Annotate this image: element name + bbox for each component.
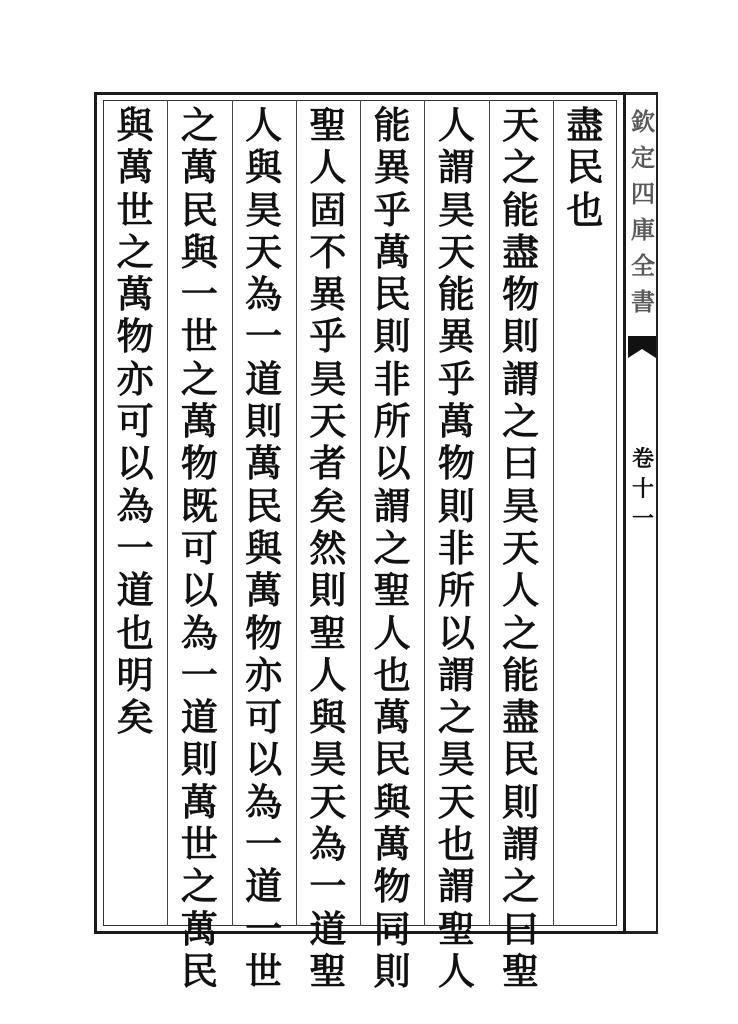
glyph: 物 <box>502 272 540 317</box>
glyph: 可 <box>116 399 154 444</box>
glyph: 以 <box>437 610 475 655</box>
glyph: 萬 <box>180 399 218 444</box>
glyph: 異 <box>309 272 347 317</box>
glyph: 與 <box>373 779 411 824</box>
glyph: 天 <box>502 525 540 570</box>
glyph: 謂 <box>437 864 475 909</box>
glyph: 世 <box>245 948 283 993</box>
glyph: 一 <box>245 906 283 951</box>
glyph: 昊 <box>502 483 540 528</box>
glyph: 乎 <box>437 356 475 401</box>
glyph: 之 <box>180 356 218 401</box>
glyph: 萬 <box>373 229 411 274</box>
glyph: 之 <box>502 864 540 909</box>
glyph: 所 <box>373 399 411 444</box>
glyph: 天 <box>437 229 475 274</box>
text-column-3 <box>427 103 485 993</box>
glyph: 可 <box>245 695 283 740</box>
glyph: 與 <box>116 103 154 147</box>
glyph: 能 <box>502 187 540 232</box>
glyph: 亦 <box>245 652 283 697</box>
glyph: 謂 <box>502 356 540 401</box>
glyph: 萬 <box>373 695 411 740</box>
glyph: 昊 <box>309 737 347 782</box>
glyph: 聖 <box>309 610 347 655</box>
glyph: 定 <box>631 143 655 172</box>
glyph: 民 <box>373 737 411 782</box>
glyph: 則 <box>245 399 283 444</box>
glyph: 人 <box>373 610 411 655</box>
glyph: 能 <box>502 652 540 697</box>
glyph: 為 <box>180 610 218 655</box>
glyph: 異 <box>437 314 475 359</box>
glyph: 天 <box>245 229 283 274</box>
glyph: 能 <box>373 103 411 147</box>
glyph: 四 <box>631 179 655 208</box>
glyph: 異 <box>373 145 411 190</box>
glyph: 庫 <box>631 215 655 244</box>
glyph: 物 <box>116 314 154 359</box>
book-title-vertical <box>630 104 656 320</box>
glyph: 則 <box>373 314 411 359</box>
glyph: 昊 <box>309 356 347 401</box>
glyph: 萬 <box>373 822 411 867</box>
glyph: 萬 <box>180 779 218 824</box>
glyph: 昊 <box>245 187 283 232</box>
column-rule <box>360 100 361 926</box>
glyph: 之 <box>437 695 475 740</box>
glyph: 盡 <box>502 229 540 274</box>
glyph: 能 <box>437 272 475 317</box>
glyph: 十 <box>631 476 654 502</box>
column-rule <box>424 100 425 926</box>
glyph: 與 <box>309 695 347 740</box>
glyph: 聖 <box>502 948 540 993</box>
glyph: 者 <box>309 441 347 486</box>
glyph: 一 <box>245 822 283 867</box>
glyph: 全 <box>631 251 655 280</box>
glyph: 物 <box>180 441 218 486</box>
glyph: 以 <box>245 737 283 782</box>
glyph: 道 <box>245 864 283 909</box>
glyph: 人 <box>437 948 475 993</box>
glyph: 道 <box>116 568 154 613</box>
juan-label-vertical <box>630 444 656 534</box>
glyph: 道 <box>245 356 283 401</box>
glyph: 天 <box>437 779 475 824</box>
glyph: 也 <box>116 610 154 655</box>
glyph: 人 <box>309 145 347 190</box>
glyph: 人 <box>309 652 347 697</box>
glyph: 道 <box>309 906 347 951</box>
glyph: 書 <box>631 287 655 316</box>
glyph: 為 <box>245 272 283 317</box>
glyph: 曰 <box>502 906 540 951</box>
glyph: 萬 <box>180 906 218 951</box>
glyph: 世 <box>116 187 154 232</box>
glyph: 世 <box>180 314 218 359</box>
column-rule <box>232 100 233 926</box>
column-rule <box>553 100 554 926</box>
glyph: 以 <box>116 441 154 486</box>
text-column-2 <box>492 103 550 993</box>
glyph: 乎 <box>309 314 347 359</box>
glyph: 與 <box>180 229 218 274</box>
glyph: 民 <box>373 272 411 317</box>
glyph: 天 <box>309 399 347 444</box>
glyph: 一 <box>116 525 154 570</box>
glyph: 可 <box>180 525 218 570</box>
glyph: 萬 <box>116 272 154 317</box>
glyph: 民 <box>502 737 540 782</box>
glyph: 民 <box>566 145 604 190</box>
glyph: 萬 <box>245 568 283 613</box>
glyph: 也 <box>437 822 475 867</box>
glyph: 萬 <box>245 441 283 486</box>
glyph: 非 <box>373 356 411 401</box>
glyph: 以 <box>373 441 411 486</box>
text-column-4 <box>363 103 421 993</box>
glyph: 天 <box>309 779 347 824</box>
glyph: 明 <box>116 652 154 697</box>
glyph: 之 <box>502 610 540 655</box>
glyph: 則 <box>309 568 347 613</box>
glyph: 民 <box>245 483 283 528</box>
text-column-6 <box>235 103 293 993</box>
glyph: 同 <box>373 906 411 951</box>
glyph: 則 <box>437 483 475 528</box>
glyph: 萬 <box>116 145 154 190</box>
glyph: 之 <box>502 399 540 444</box>
glyph: 非 <box>437 525 475 570</box>
text-column-7 <box>170 103 228 993</box>
glyph: 世 <box>180 822 218 867</box>
text-column-5 <box>299 103 357 993</box>
glyph: 昊 <box>437 737 475 782</box>
text-column-1 <box>556 104 614 924</box>
glyph: 聖 <box>437 906 475 951</box>
glyph: 聖 <box>373 568 411 613</box>
glyph: 之 <box>502 145 540 190</box>
glyph: 與 <box>245 525 283 570</box>
glyph: 則 <box>180 737 218 782</box>
glyph: 之 <box>116 229 154 274</box>
glyph: 欽 <box>631 107 655 136</box>
glyph: 為 <box>309 822 347 867</box>
glyph: 乎 <box>373 187 411 232</box>
glyph: 一 <box>631 506 654 532</box>
glyph: 民 <box>180 187 218 232</box>
glyph: 矣 <box>116 695 154 740</box>
glyph: 所 <box>437 568 475 613</box>
glyph: 之 <box>180 103 218 147</box>
glyph: 人 <box>437 103 475 147</box>
glyph: 謂 <box>437 652 475 697</box>
glyph: 與 <box>245 145 283 190</box>
glyph: 則 <box>502 779 540 824</box>
glyph: 人 <box>245 103 283 147</box>
glyph: 一 <box>180 652 218 697</box>
glyph: 卷 <box>631 446 654 472</box>
glyph: 曰 <box>502 441 540 486</box>
glyph: 聖 <box>309 103 347 147</box>
glyph: 謂 <box>502 822 540 867</box>
glyph: 則 <box>502 314 540 359</box>
glyph: 固 <box>309 187 347 232</box>
glyph: 一 <box>245 314 283 359</box>
glyph: 為 <box>116 483 154 528</box>
glyph: 也 <box>566 187 604 232</box>
glyph: 物 <box>373 864 411 909</box>
glyph: 道 <box>180 695 218 740</box>
fishtail-rule <box>628 336 656 338</box>
glyph: 盡 <box>566 103 604 147</box>
glyph: 不 <box>309 229 347 274</box>
glyph: 然 <box>309 525 347 570</box>
glyph: 物 <box>245 610 283 655</box>
column-rule <box>296 100 297 926</box>
glyph: 昊 <box>437 187 475 232</box>
glyph: 一 <box>180 272 218 317</box>
glyph: 天 <box>502 103 540 147</box>
text-column-8 <box>106 104 164 924</box>
glyph: 也 <box>373 652 411 697</box>
glyph: 物 <box>437 441 475 486</box>
glyph: 之 <box>373 525 411 570</box>
glyph: 亦 <box>116 356 154 401</box>
glyph: 矣 <box>309 483 347 528</box>
glyph: 之 <box>180 864 218 909</box>
glyph: 一 <box>309 864 347 909</box>
glyph: 謂 <box>373 483 411 528</box>
glyph: 既 <box>180 483 218 528</box>
glyph: 則 <box>373 948 411 993</box>
glyph: 萬 <box>437 399 475 444</box>
column-rule <box>167 100 168 926</box>
glyph: 民 <box>180 948 218 993</box>
column-rule <box>489 100 490 926</box>
glyph: 盡 <box>502 695 540 740</box>
glyph: 為 <box>245 779 283 824</box>
glyph: 以 <box>180 568 218 613</box>
glyph: 聖 <box>309 948 347 993</box>
glyph: 萬 <box>180 145 218 190</box>
glyph: 人 <box>502 568 540 613</box>
glyph: 謂 <box>437 145 475 190</box>
